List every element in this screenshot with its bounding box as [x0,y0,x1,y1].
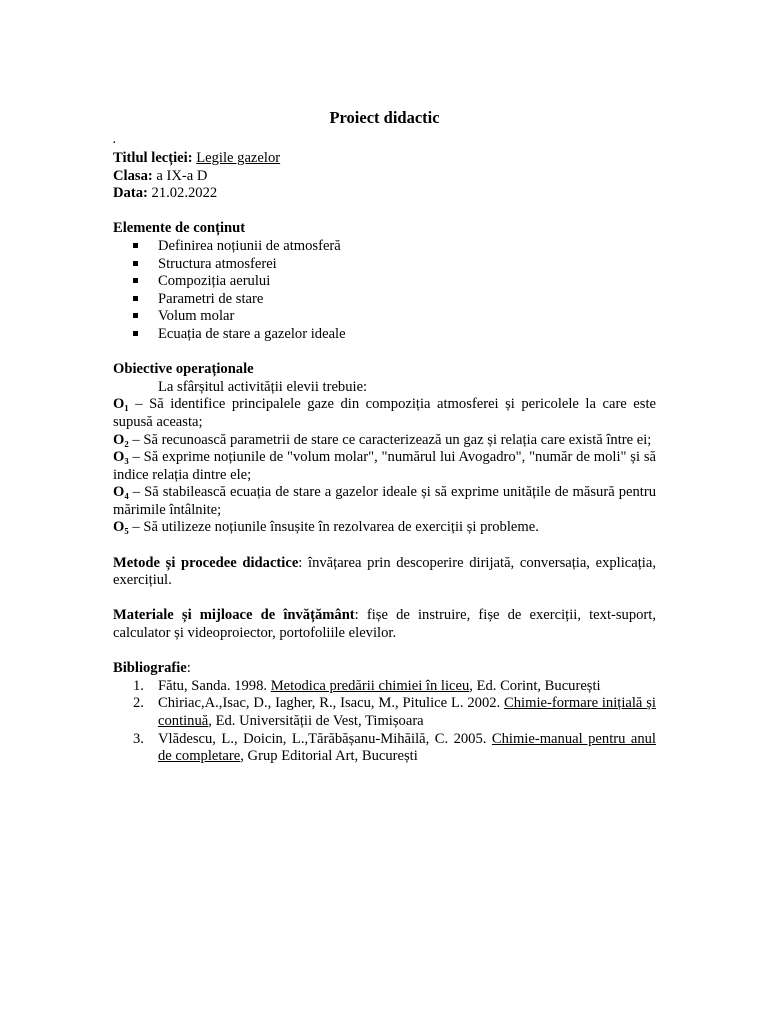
objective-label: O₄ [113,484,129,501]
bibliography-number: 1. [133,677,144,694]
bibliography-item [113,695,656,730]
spacer [113,344,656,362]
objective-text: – Să recunoască parametrii de stare ce caracterizează un gaz și relația care există între ei; [128,431,652,448]
objective-label: O₃ [113,449,129,466]
materials-text: : fișe de instruire, fișe de exerciții, text-suport, calculator și videoproiector, portofoliile elevilor. [113,607,656,642]
bibliography-publisher: , Grup Editorial Art, București [240,748,418,765]
content-elements-list [113,238,656,344]
bibliography-title: Metodica predării chimiei în liceu [270,677,470,694]
objectives-heading [113,361,656,379]
objectives-intro: La sfârșitul activității elevii trebuie: [158,378,368,395]
list-item: Definirea noțiunii de atmosferă [113,238,656,256]
methods-label: Metode și procedee didactice [113,554,299,571]
bibliography-authors: Fătu, Sanda. 1998. [158,677,271,694]
objectives-heading-text: Obiective operaționale [113,361,254,378]
objective-label: O₅ [113,519,129,536]
spacer [113,643,656,661]
objective-label: O₂ [113,431,129,448]
objective-label: O₁ [113,396,129,413]
objective-item [113,449,656,484]
methods-paragraph [113,555,656,590]
bibliography-publisher: , Ed. Corint, București [469,677,601,694]
spacer [113,203,656,221]
bibliography-list [113,678,656,766]
bibliography-authors: Vlădescu, L., Doicin, L.,Tărăbășanu-Mihăilă, C. 2005. [158,730,492,747]
bibliography-heading [113,660,656,678]
list-item: Volum molar [113,308,656,326]
objective-text: – Să identifice principalele gaze din compoziția atmosferei și pericolele la care este supusă aceasta; [113,396,656,430]
lesson-title-line [113,150,656,168]
bibliography-number: 2. [133,695,144,712]
bibliography-publisher: , Ed. Universității de Vest, Timișoara [208,713,424,729]
class-label: Clasa: [113,167,153,184]
methods-text: : învățarea prin descoperire dirijată, conversația, explicația, exercițiul. [113,554,656,589]
bibliography-title: Chimie-manual pentru anul de completare [158,730,656,765]
bibliography-number: 3. [133,730,144,747]
class-line [113,168,656,186]
list-item: Structura atmosferei [113,256,656,274]
materials-paragraph [113,607,656,642]
objective-item [113,519,656,537]
content-elements-heading-text: Elemente de conținut [113,220,246,237]
lesson-title-value: Legile gazelor [196,150,281,166]
page-title: Proiect didactic [329,108,440,127]
bibliography-colon: : [186,660,191,677]
class-value: a IX-a D [156,167,208,184]
date-line [113,185,656,203]
bibliography-item [113,731,656,766]
objective-item [113,432,656,450]
date-label: Data: [113,185,148,202]
bibliography-item [113,678,656,696]
materials-label: Materiale și mijloace de învățământ [113,607,355,624]
document-content [113,108,656,766]
objective-item [113,396,656,431]
list-item: Ecuația de stare a gazelor ideale [113,326,656,344]
spacer [113,590,656,608]
dot-mark: . [113,135,116,146]
spacer [113,537,656,555]
content-elements-heading [113,220,656,238]
date-value: 21.02.2022 [151,185,218,202]
stray-dot [113,128,656,150]
bibliography-heading-text: Bibliografie [113,660,187,677]
lesson-title-label: Titlul lecției: [113,150,193,166]
list-item: Parametri de stare [113,291,656,309]
objective-text: – Să stabilească ecuația de stare a gazelor ideale și să exprime unitățile de măsură pentru mărimile întâlnite; [113,484,656,518]
list-item: Compoziția aerului [113,273,656,291]
objective-text: – Să utilizeze noțiunile însușite în rezolvarea de exerciții și probleme. [128,519,539,536]
bibliography-title: Chimie-formare inițială și continuă [158,695,656,729]
objective-item [113,484,656,519]
objective-text: – Să exprime noțiunile de "volum molar", "numărul lui Avogadro", "număr de moli" și să indice relația dintre ele; [113,449,656,483]
bibliography-authors: Chiriac,A.,Isac, D., Iagher, R., Isacu, M., Pitulice L. 2002. [158,695,505,712]
